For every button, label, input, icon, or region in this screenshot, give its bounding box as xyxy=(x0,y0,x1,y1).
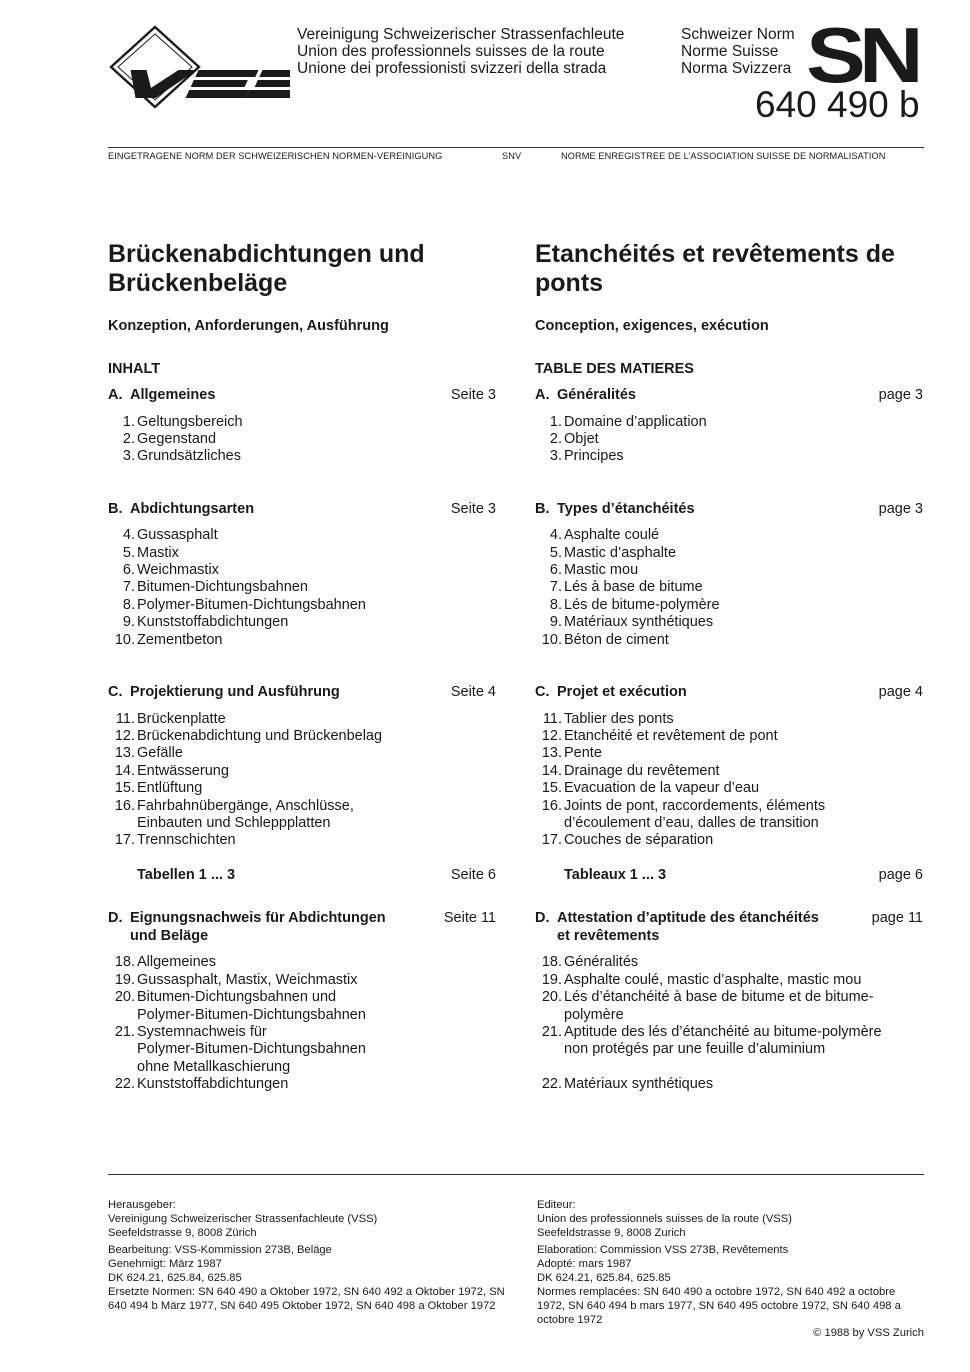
list-item: 8. Polymer-Bitumen-Dichtungsbahnen xyxy=(122,596,366,613)
list-c-de xyxy=(108,711,496,850)
subtitle-de: Konzeption, Anforderungen, Ausführung xyxy=(108,318,389,334)
replaced-norms: Ersetzte Normen: SN 640 490 a Oktober 1972, SN 640 492 a Oktober 1972, SN 640 494 b März 1977, SN 640 495 Oktober 1972, SN 640 498 a Oktober 1972 xyxy=(108,1286,505,1312)
list-item: 18. Allgemeines xyxy=(114,954,216,971)
sn-mark: SN xyxy=(806,11,917,99)
tables-ref-fr: Tableaux 1 ... 3 page 6 xyxy=(564,866,923,883)
section-b-fr: B. Types d’étanchéités page 3 xyxy=(535,500,923,517)
registration-fr: NORME ENREGISTREE DE L’ASSOCIATION SUISSE DE NORMALISATION xyxy=(561,151,886,161)
list-item: 15. Evacuation de la vapeur d’eau xyxy=(541,780,760,797)
list-b-de xyxy=(108,527,496,649)
norm-label-fr: Norme Suisse xyxy=(681,43,779,60)
editing: Bearbeitung: VSS-Kommission 273B, Beläge xyxy=(108,1244,332,1256)
list-item: 21. Systemnachweis für Polymer-Bitumen-Dichtungsbahnen ohne Metallkaschierung xyxy=(114,1023,366,1075)
norm-number: 640 490 b xyxy=(755,84,920,125)
section-c-fr: C. Projet et exécution page 4 xyxy=(535,684,923,701)
vss-logo xyxy=(108,24,290,110)
section-d-de: D. Eignungsnachweis für Abdichtungen und Beläge Seite 11 xyxy=(108,910,496,944)
list-item: 2. Gegenstand xyxy=(122,430,217,447)
list-item: 11. Brückenplatte xyxy=(115,710,226,727)
registration-snv: SNV xyxy=(502,151,522,161)
list-item: 3. Principes xyxy=(549,448,624,465)
title-de: Brückenabdichtungen und Brückenbeläge xyxy=(108,240,425,297)
column-fr xyxy=(535,240,923,1094)
list-c-fr xyxy=(535,711,923,850)
list-item: 4. Asphalte coulé xyxy=(549,527,660,544)
contents-title-fr: TABLE DES MATIERES xyxy=(535,361,694,377)
norm-label xyxy=(681,26,795,77)
section-a-fr: A. Généralités page 3 xyxy=(535,387,923,403)
list-item: 7. Bitumen-Dichtungsbahnen xyxy=(122,579,308,596)
list-item: 13. Gefälle xyxy=(114,745,183,762)
list-a-de xyxy=(108,414,496,466)
publisher-name: Union des professionnels suisses de la route (VSS) xyxy=(537,1213,792,1225)
list-item: 14. Drainage du revêtement xyxy=(541,762,720,779)
list-item: 10. Béton de ciment xyxy=(541,631,669,648)
list-item: 8. Lés de bitume-polymère xyxy=(549,596,720,613)
org-name-it: Unione dei professionisti svizzeri della strada xyxy=(297,60,607,77)
list-item: 16. Joints de pont, raccordements, éléments d’écoulement d’eau, dalles de transition xyxy=(541,797,826,831)
organization-name xyxy=(297,26,624,77)
list-item: 18. Généralités xyxy=(541,954,639,971)
list-item: 17. Trennschichten xyxy=(114,832,236,849)
list-item: 9. Matériaux synthétiques xyxy=(549,614,714,631)
page-ref: Seite 6 xyxy=(450,866,496,883)
list-item: 12. Etanchéité et revêtement de pont xyxy=(541,727,778,744)
list-item: 15. Entlüftung xyxy=(114,780,203,797)
list-item: 20. Lés d’étanchéité à base de bitume et de bitume- polymère xyxy=(541,989,874,1023)
publisher-label: Editeur: xyxy=(537,1199,576,1211)
copyright: © 1988 by VSS Zurich xyxy=(813,1327,924,1339)
list-item: 20. Bitumen-Dichtungsbahnen und Polymer-Bitumen-Dichtungsbahnen xyxy=(114,989,366,1023)
list-item: 12. Brückenabdichtung und Brückenbelag xyxy=(114,727,383,744)
list-a-fr xyxy=(535,414,923,466)
norm-label-it: Norma Svizzera xyxy=(681,60,792,77)
list-item: 22. Kunststoffabdichtungen xyxy=(114,1076,289,1093)
list-b-fr xyxy=(535,527,923,649)
page-ref: Seite 3 xyxy=(450,500,496,517)
page-ref: page 3 xyxy=(878,500,923,517)
list-item: 7. Lés à base de bitume xyxy=(549,579,703,596)
list-item: 5. Mastix xyxy=(122,544,179,561)
list-item: 16. Fahrbahnübergänge, Anschlüsse, Einbauten und Schleppplatten xyxy=(114,797,354,831)
list-item: 6. Weichmastix xyxy=(122,562,219,579)
tables-ref-de: Tabellen 1 ... 3 Seite 6 xyxy=(137,866,496,883)
page-ref: page 3 xyxy=(878,387,923,403)
publisher-label: Herausgeber: xyxy=(108,1199,176,1211)
list-item: 1. Geltungsbereich xyxy=(122,413,243,430)
list-d-de xyxy=(108,954,496,1093)
list-item: 19. Asphalte coulé, mastic d’asphalte, mastic mou xyxy=(541,971,862,988)
editing: Elaboration: Commission VSS 273B, Revêtements xyxy=(537,1244,789,1256)
publisher-address: Seefeldstrasse 9, 8008 Zürich xyxy=(108,1227,257,1239)
list-item: 11. Tablier des ponts xyxy=(542,710,674,727)
list-item: 5. Mastic d’asphalte xyxy=(549,544,677,561)
publisher-name: Vereinigung Schweizerischer Strassenfachleute (VSS) xyxy=(108,1213,378,1225)
section-a-de: A. Allgemeines Seite 3 xyxy=(108,387,496,403)
list-item: 3. Grundsätzliches xyxy=(122,448,241,465)
page-ref: page 4 xyxy=(878,684,923,701)
page-ref: Seite 11 xyxy=(443,910,496,927)
section-d-fr: D. Attestation d’aptitude des étanchéités et revêtements page 11 xyxy=(535,910,923,944)
footer-rule xyxy=(108,1174,924,1175)
footer-fr xyxy=(537,1198,917,1327)
org-name-de: Vereinigung Schweizerischer Strassenfachleute xyxy=(297,26,625,43)
list-item: 1. Domaine d’application xyxy=(549,413,707,430)
title-fr: Etanchéités et revêtements de ponts xyxy=(535,240,895,297)
list-item: 19. Gussasphalt, Mastix, Weichmastix xyxy=(114,971,358,988)
replaced-norms: Normes remplacées: SN 640 490 a octobre 1972, SN 640 492 a octobre 1972, SN 640 494 b mars 1977, SN 640 495 octobre 1972, SN 640 498 a octobre 1972 xyxy=(537,1286,901,1326)
org-name-fr: Union des professionnels suisses de la route xyxy=(297,43,605,60)
list-item: 21. Aptitude des lés d’étanchéité au bitume-polymère non protégés par une feuille d’aluminium xyxy=(541,1023,882,1058)
approved: Adopté: mars 1987 xyxy=(537,1258,632,1270)
header-rule xyxy=(108,147,924,148)
page-ref: Seite 3 xyxy=(450,387,496,403)
subtitle-fr: Conception, exigences, exécution xyxy=(535,318,769,334)
list-item: 10. Zementbeton xyxy=(114,631,223,648)
column-de xyxy=(108,240,496,1094)
contents-title-de: INHALT xyxy=(108,361,161,377)
list-item: 4. Gussasphalt xyxy=(122,527,218,544)
list-item: 6. Mastic mou xyxy=(549,562,639,579)
list-d-fr xyxy=(535,954,923,1093)
list-item: 22. Matériaux synthétiques xyxy=(541,1076,714,1093)
approved: Genehmigt: März 1987 xyxy=(108,1258,222,1270)
registration-de: EINGETRAGENE NORM DER SCHWEIZERISCHEN NORMEN-VEREINIGUNG xyxy=(108,151,443,161)
page-ref: page 6 xyxy=(878,866,923,883)
page-ref: page 11 xyxy=(871,910,923,927)
list-item: 17. Couches de séparation xyxy=(541,832,714,849)
norm-label-de: Schweizer Norm xyxy=(681,26,795,43)
publisher-address: Seefeldstrasse 9, 8008 Zurich xyxy=(537,1227,686,1239)
section-c-de: C. Projektierung und Ausführung Seite 4 xyxy=(108,684,496,701)
page-ref: Seite 4 xyxy=(450,684,496,701)
list-item: 2. Objet xyxy=(549,430,599,447)
dk-classification: DK 624.21, 625.84, 625.85 xyxy=(537,1272,671,1284)
list-item: 9. Kunststoffabdichtungen xyxy=(122,614,289,631)
footer-de xyxy=(108,1198,508,1313)
section-b-de: B. Abdichtungsarten Seite 3 xyxy=(108,500,496,517)
dk-classification: DK 624.21, 625.84, 625.85 xyxy=(108,1272,242,1284)
list-item: 14. Entwässerung xyxy=(114,762,229,779)
list-item: 13. Pente xyxy=(541,745,602,762)
